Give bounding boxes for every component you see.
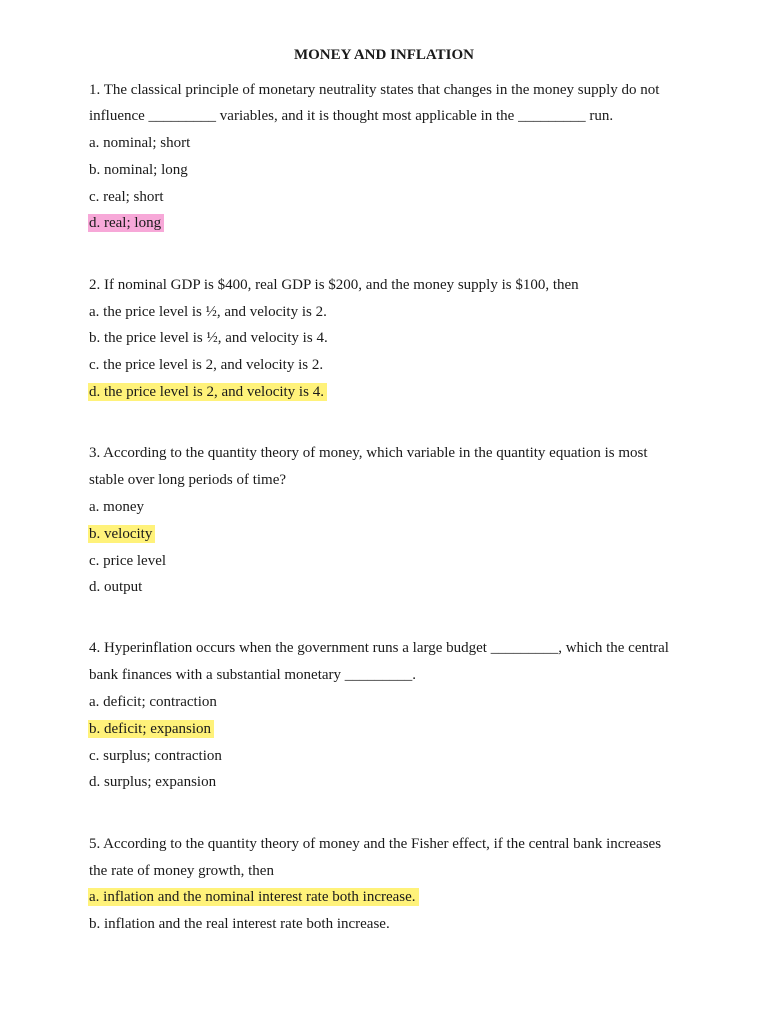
question-4-option-d	[89, 772, 219, 792]
question-5-option-a	[89, 887, 419, 907]
question-4-option-a	[89, 692, 220, 712]
option-text: b. the price level is ½, and velocity is 4.	[89, 330, 328, 346]
question-3-option-a	[89, 497, 147, 517]
question-1-line-2: influence _________ variables, and it is thought most applicable in the _________ run.	[89, 108, 614, 124]
question-2-option-b	[89, 328, 331, 348]
option-text: b. inflation and the real interest rate both increase.	[89, 916, 390, 932]
question-5-line-1: 5. According to the quantity theory of money and the Fisher effect, if the central bank increases	[89, 836, 662, 852]
question-1-option-b	[89, 160, 191, 180]
question-3-option-b	[89, 524, 155, 544]
option-text: d. surplus; expansion	[89, 774, 217, 790]
question-2-option-a	[89, 302, 330, 322]
question-3-option-d	[89, 577, 145, 597]
highlighted-answer: b. velocity	[88, 525, 155, 543]
question-1-line-1: 1. The classical principle of monetary neutrality states that changes in the money supply do not	[89, 82, 660, 98]
option-text: b. nominal; long	[89, 162, 188, 178]
question-4-line-2: bank finances with a substantial monetary _________.	[89, 667, 417, 683]
option-text: c. surplus; contraction	[89, 748, 222, 764]
highlighted-answer: a. inflation and the nominal interest rate both increase.	[88, 888, 419, 906]
question-1-option-a	[89, 133, 193, 153]
question-1-option-c	[89, 187, 167, 207]
option-text: c. the price level is 2, and velocity is 2.	[89, 357, 324, 373]
question-5-option-b	[89, 914, 393, 934]
question-5-line-2: the rate of money growth, then	[89, 863, 274, 879]
question-3-line-1: 3. According to the quantity theory of money, which variable in the quantity equation is most	[89, 445, 648, 461]
question-3-option-c	[89, 551, 169, 571]
option-text: a. nominal; short	[89, 135, 191, 151]
highlighted-answer: d. real; long	[88, 214, 164, 232]
question-2-line-1: 2. If nominal GDP is $400, real GDP is $200, and the money supply is $100, then	[89, 277, 579, 293]
question-2-option-c	[89, 355, 326, 375]
option-text: c. price level	[89, 553, 167, 569]
highlighted-answer: b. deficit; expansion	[88, 720, 214, 738]
question-4-line-1: 4. Hyperinflation occurs when the government runs a large budget _________, which the central	[89, 640, 669, 656]
highlighted-answer: d. the price level is 2, and velocity is 4.	[88, 383, 327, 401]
option-text: a. the price level is ½, and velocity is 2.	[89, 304, 327, 320]
option-text: a. deficit; contraction	[89, 694, 217, 710]
question-3-line-2: stable over long periods of time?	[89, 472, 287, 488]
question-1-option-d	[89, 213, 164, 233]
option-text: c. real; short	[89, 189, 164, 205]
question-4-option-c	[89, 746, 225, 766]
option-text: a. money	[89, 499, 144, 515]
option-text: d. output	[89, 579, 143, 595]
question-2-option-d	[89, 382, 327, 402]
document-title: MONEY AND INFLATION	[293, 47, 474, 63]
question-4-option-b	[89, 719, 214, 739]
